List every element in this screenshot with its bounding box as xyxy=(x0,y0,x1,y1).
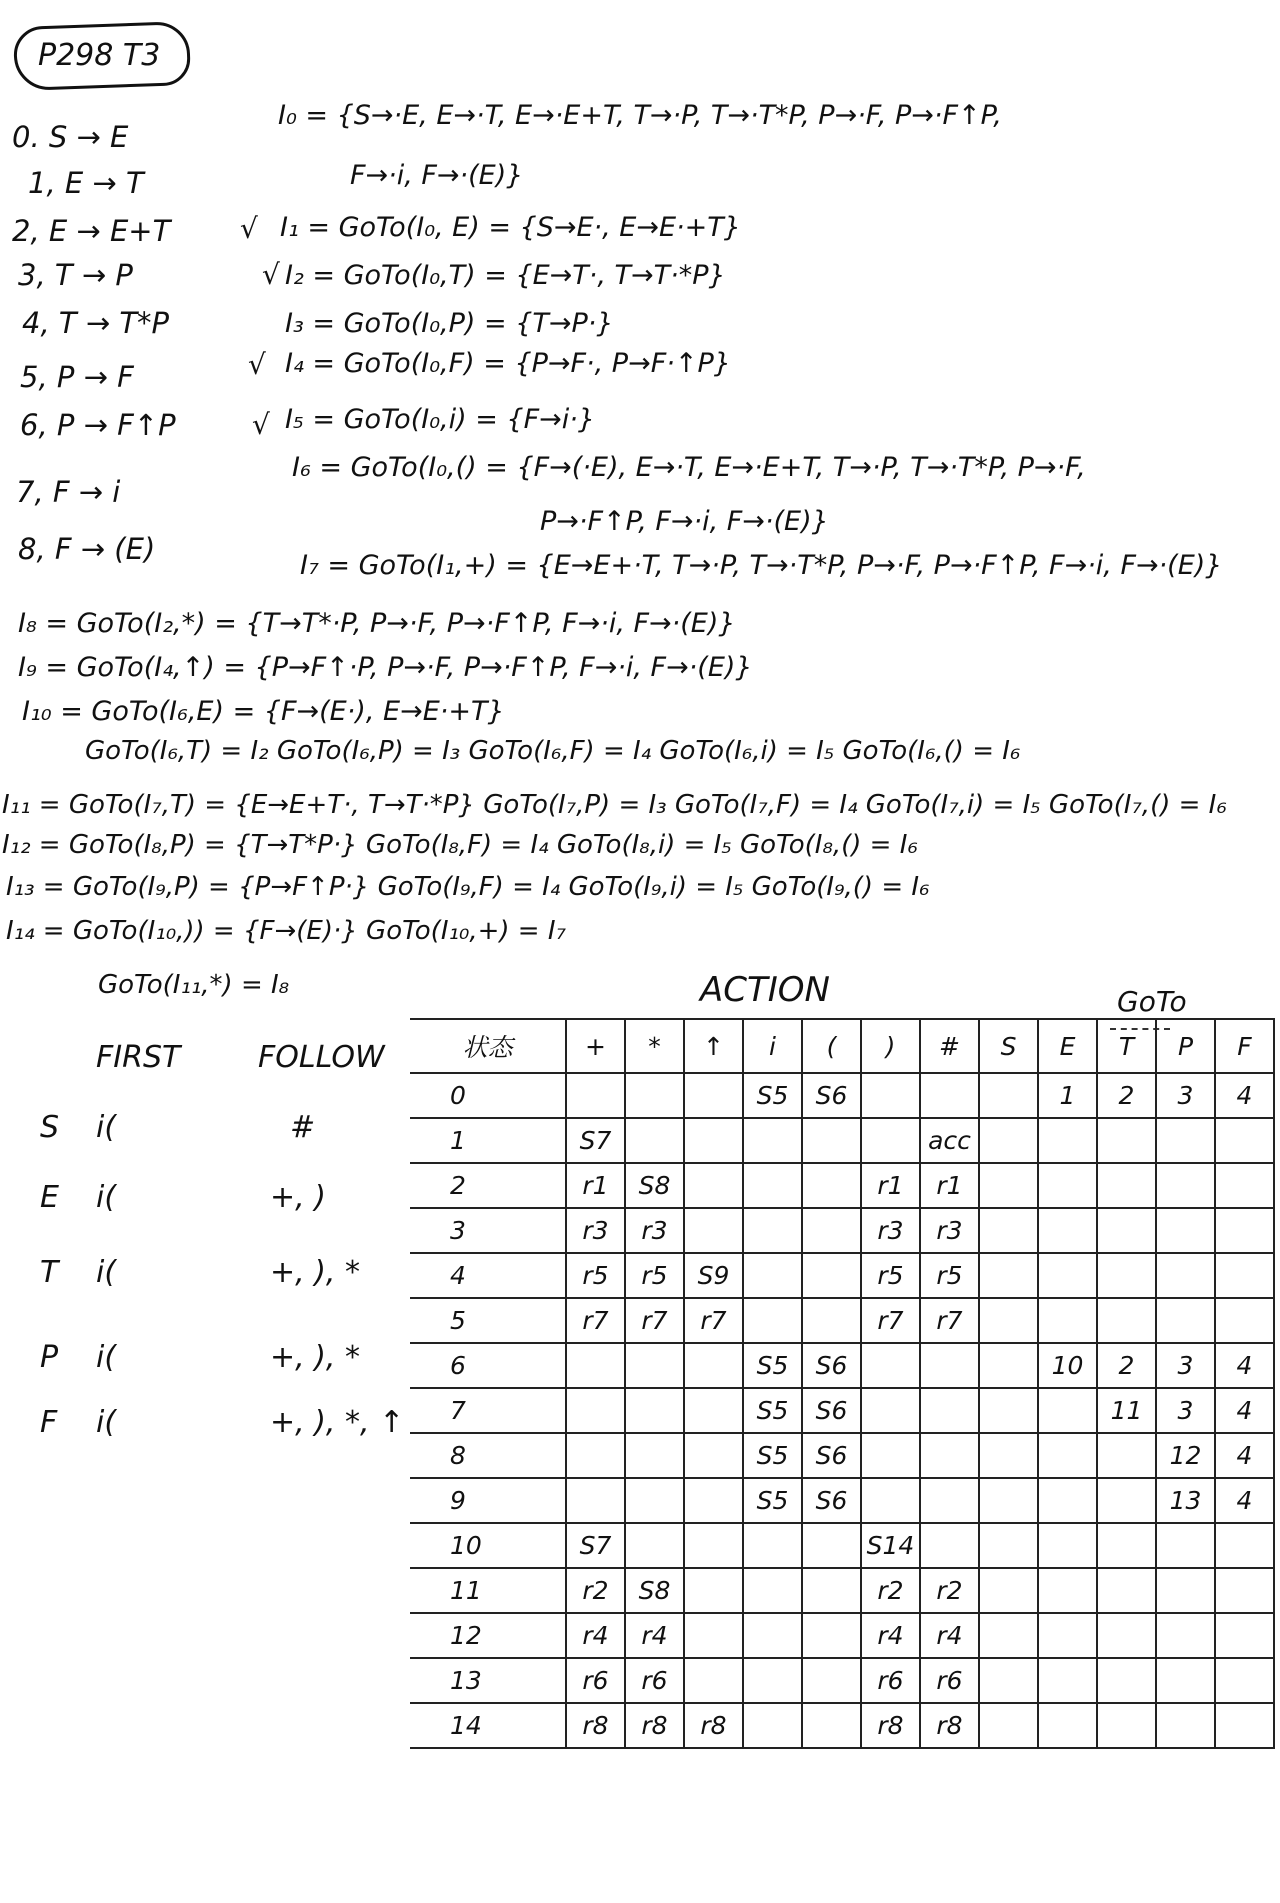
table-cell xyxy=(861,1073,920,1118)
table-cell xyxy=(684,1568,743,1613)
item-set-line: I₃ = GoTo(I₀,P) = {T→P·} xyxy=(285,308,614,339)
table-cell xyxy=(1215,1568,1274,1613)
production: 4, T → T*P xyxy=(22,306,170,340)
table-cell xyxy=(802,1568,861,1613)
table-cell: r8 xyxy=(684,1703,743,1748)
table-cell xyxy=(920,1478,979,1523)
table-cell: r4 xyxy=(625,1613,684,1658)
table-cell xyxy=(1038,1208,1097,1253)
table-cell: S6 xyxy=(802,1433,861,1478)
table-cell xyxy=(1215,1118,1274,1163)
item-set-line: I₂ = GoTo(I₀,T) = {E→T·, T→T·*P} xyxy=(285,260,726,291)
table-cell xyxy=(979,1433,1038,1478)
table-cell xyxy=(1038,1298,1097,1343)
ff-follow: +, ), * xyxy=(270,1340,360,1375)
table-cell xyxy=(684,1343,743,1388)
table-cell: r6 xyxy=(920,1658,979,1703)
column-header-state: 状态 xyxy=(410,1019,566,1073)
table-cell: r1 xyxy=(861,1163,920,1208)
item-set-line: I₁₀ = GoTo(I₆,E) = {F→(E·), E→E·+T} xyxy=(22,696,505,727)
table-cell: S5 xyxy=(743,1478,802,1523)
table-cell xyxy=(920,1523,979,1568)
table-cell xyxy=(1038,1478,1097,1523)
column-header: F xyxy=(1215,1019,1274,1073)
table-cell: 10 xyxy=(1038,1343,1097,1388)
table-cell xyxy=(1156,1703,1215,1748)
state-cell: 5 xyxy=(410,1298,566,1343)
table-cell: 4 xyxy=(1215,1388,1274,1433)
table-header-row xyxy=(410,1019,1274,1073)
table-row xyxy=(410,1568,1274,1613)
table-cell: r6 xyxy=(566,1658,625,1703)
table-cell: r3 xyxy=(861,1208,920,1253)
ff-first: i( xyxy=(96,1405,117,1440)
table-cell xyxy=(979,1388,1038,1433)
table-cell xyxy=(1097,1568,1156,1613)
table-cell xyxy=(1097,1298,1156,1343)
table-cell xyxy=(1215,1703,1274,1748)
ff-sym: T xyxy=(40,1255,59,1290)
ff-sym: S xyxy=(40,1110,60,1145)
table-cell xyxy=(802,1658,861,1703)
state-cell: 14 xyxy=(410,1703,566,1748)
item-set-line: I₇ = GoTo(I₁,+) = {E→E+·T, T→·P, T→·T*P, P→·F, P→·F↑P, F→·i, F→·(E)} xyxy=(300,550,1223,581)
table-cell xyxy=(684,1433,743,1478)
table-cell xyxy=(861,1343,920,1388)
table-cell: r1 xyxy=(566,1163,625,1208)
item-set-line: F→·i, F→·(E)} xyxy=(350,160,524,191)
table-cell xyxy=(566,1478,625,1523)
ff-header-first: FIRST xyxy=(96,1040,181,1075)
table-body xyxy=(410,1073,1274,1748)
table-cell xyxy=(1215,1613,1274,1658)
table-cell xyxy=(1097,1523,1156,1568)
table-cell xyxy=(684,1523,743,1568)
table-cell xyxy=(802,1703,861,1748)
item-set-line: I₁₄ = GoTo(I₁₀,)) = {F→(E)·} GoTo(I₁₀,+) = I₇ xyxy=(6,916,566,946)
table-cell xyxy=(802,1163,861,1208)
table-cell xyxy=(979,1073,1038,1118)
item-set-line: GoTo(I₆,T) = I₂ GoTo(I₆,P) = I₃ GoTo(I₆,F) = I₄ GoTo(I₆,i) = I₅ GoTo(I₆,() = I₆ xyxy=(85,736,1021,766)
state-cell: 0 xyxy=(410,1073,566,1118)
column-header: ) xyxy=(861,1019,920,1073)
table-cell xyxy=(979,1478,1038,1523)
table-cell: S6 xyxy=(802,1388,861,1433)
ff-follow: +, ) xyxy=(270,1180,326,1215)
table-cell xyxy=(566,1433,625,1478)
table-cell xyxy=(979,1298,1038,1343)
table-cell xyxy=(802,1208,861,1253)
table-cell: r8 xyxy=(625,1703,684,1748)
table-cell: S6 xyxy=(802,1478,861,1523)
table-cell xyxy=(684,1073,743,1118)
table-cell xyxy=(566,1388,625,1433)
table-cell xyxy=(625,1118,684,1163)
table-cell xyxy=(1156,1523,1215,1568)
table-cell: 12 xyxy=(1156,1433,1215,1478)
state-cell: 13 xyxy=(410,1658,566,1703)
table-cell xyxy=(743,1298,802,1343)
table-cell xyxy=(1215,1253,1274,1298)
table-cell xyxy=(802,1253,861,1298)
state-cell: 8 xyxy=(410,1433,566,1478)
page-ref: P298 T3 xyxy=(38,38,161,73)
table-cell xyxy=(1038,1613,1097,1658)
table-cell xyxy=(566,1073,625,1118)
table-cell xyxy=(920,1073,979,1118)
table-cell: S6 xyxy=(802,1073,861,1118)
table-cell: 1 xyxy=(1038,1073,1097,1118)
table-cell: 4 xyxy=(1215,1343,1274,1388)
table-cell: acc xyxy=(920,1118,979,1163)
table-row xyxy=(410,1163,1274,1208)
table-cell xyxy=(743,1208,802,1253)
table-cell: S5 xyxy=(743,1343,802,1388)
table-cell: r7 xyxy=(566,1298,625,1343)
table-cell xyxy=(743,1703,802,1748)
table-cell: S5 xyxy=(743,1433,802,1478)
table-cell xyxy=(625,1388,684,1433)
table-cell xyxy=(861,1388,920,1433)
column-header: * xyxy=(625,1019,684,1073)
item-set-line: I₁₂ = GoTo(I₈,P) = {T→T*P·} GoTo(I₈,F) = I₄ GoTo(I₈,i) = I₅ GoTo(I₈,() = I₆ xyxy=(2,830,918,860)
item-set-line: I₁₃ = GoTo(I₉,P) = {P→F↑P·} GoTo(I₉,F) = I₄ GoTo(I₉,i) = I₅ GoTo(I₉,() = I₆ xyxy=(6,872,930,902)
table-cell xyxy=(979,1163,1038,1208)
table-cell xyxy=(979,1658,1038,1703)
table-cell xyxy=(1038,1523,1097,1568)
table-cell: S5 xyxy=(743,1388,802,1433)
production: 1, E → T xyxy=(28,166,144,200)
table-cell xyxy=(743,1253,802,1298)
column-header: + xyxy=(566,1019,625,1073)
table-cell: r8 xyxy=(861,1703,920,1748)
table-cell: 3 xyxy=(1156,1343,1215,1388)
table-cell xyxy=(1097,1703,1156,1748)
table-row xyxy=(410,1073,1274,1118)
table-cell xyxy=(802,1118,861,1163)
table-cell: S8 xyxy=(625,1568,684,1613)
ff-sym: P xyxy=(40,1340,59,1375)
table-cell xyxy=(625,1433,684,1478)
table-cell xyxy=(802,1523,861,1568)
state-cell: 1 xyxy=(410,1118,566,1163)
table-cell xyxy=(684,1613,743,1658)
table-cell: r3 xyxy=(625,1208,684,1253)
table-cell xyxy=(979,1343,1038,1388)
table-cell: r3 xyxy=(566,1208,625,1253)
ff-follow: +, ), *, ↑ xyxy=(270,1405,405,1440)
table-cell xyxy=(979,1568,1038,1613)
table-cell xyxy=(1038,1433,1097,1478)
table-cell xyxy=(1156,1568,1215,1613)
table-cell xyxy=(625,1478,684,1523)
table-cell xyxy=(684,1478,743,1523)
table-cell xyxy=(802,1298,861,1343)
table-cell xyxy=(1097,1208,1156,1253)
state-cell: 9 xyxy=(410,1478,566,1523)
table-cell: r3 xyxy=(920,1208,979,1253)
table-cell xyxy=(920,1433,979,1478)
item-set-line: I₀ = {S→·E, E→·T, E→·E+T, T→·P, T→·T*P, P→·F, P→·F↑P, xyxy=(278,100,1002,131)
column-header: P xyxy=(1156,1019,1215,1073)
table-cell xyxy=(743,1118,802,1163)
table-cell xyxy=(684,1208,743,1253)
state-cell: 11 xyxy=(410,1568,566,1613)
column-header: S xyxy=(979,1019,1038,1073)
slr-table xyxy=(410,1018,1275,1749)
table-row xyxy=(410,1118,1274,1163)
table-cell xyxy=(1097,1433,1156,1478)
table-cell xyxy=(979,1118,1038,1163)
table-cell xyxy=(1097,1163,1156,1208)
table-cell xyxy=(625,1073,684,1118)
table-cell xyxy=(743,1523,802,1568)
table-row xyxy=(410,1478,1274,1523)
table-cell xyxy=(1215,1163,1274,1208)
table-cell: r2 xyxy=(920,1568,979,1613)
table-row xyxy=(410,1433,1274,1478)
table-cell xyxy=(1038,1568,1097,1613)
table-cell: r4 xyxy=(920,1613,979,1658)
column-header: T xyxy=(1097,1019,1156,1073)
state-cell: 3 xyxy=(410,1208,566,1253)
parse-table xyxy=(410,1018,1275,1749)
check-mark: √ xyxy=(240,212,258,245)
table-cell xyxy=(1097,1478,1156,1523)
table-row xyxy=(410,1298,1274,1343)
table-cell: 4 xyxy=(1215,1433,1274,1478)
table-cell xyxy=(625,1523,684,1568)
table-cell: 3 xyxy=(1156,1073,1215,1118)
check-mark: √ xyxy=(248,348,266,381)
table-cell xyxy=(979,1253,1038,1298)
action-label: ACTION xyxy=(700,970,830,1010)
table-row xyxy=(410,1208,1274,1253)
ff-follow: +, ), * xyxy=(270,1255,360,1290)
table-cell xyxy=(1156,1118,1215,1163)
table-cell: S7 xyxy=(566,1523,625,1568)
table-cell: 4 xyxy=(1215,1478,1274,1523)
goto-label: GoTo xyxy=(1117,985,1187,1018)
table-row xyxy=(410,1343,1274,1388)
item-set-line: I₁₁ = GoTo(I₇,T) = {E→E+T·, T→T·*P} GoTo(I₇,P) = I₃ GoTo(I₇,F) = I₄ GoTo(I₇,i) = I₅ GoTo(I₇,() = I₆ xyxy=(2,790,1227,820)
column-header: E xyxy=(1038,1019,1097,1073)
production: 3, T → P xyxy=(18,258,133,292)
table-cell: r6 xyxy=(861,1658,920,1703)
table-cell xyxy=(743,1613,802,1658)
table-row xyxy=(410,1523,1274,1568)
table-cell: 13 xyxy=(1156,1478,1215,1523)
table-cell xyxy=(1156,1208,1215,1253)
table-cell xyxy=(743,1658,802,1703)
state-cell: 12 xyxy=(410,1613,566,1658)
item-set-line: I₉ = GoTo(I₄,↑) = {P→F↑·P, P→·F, P→·F↑P, F→·i, F→·(E)} xyxy=(18,652,753,683)
table-cell: r4 xyxy=(566,1613,625,1658)
table-cell xyxy=(1038,1388,1097,1433)
production: 7, F → i xyxy=(16,475,121,509)
ff-follow: # xyxy=(290,1110,316,1145)
table-cell xyxy=(1038,1703,1097,1748)
table-cell xyxy=(1038,1658,1097,1703)
ff-first: i( xyxy=(96,1255,117,1290)
table-cell xyxy=(1215,1298,1274,1343)
state-cell: 2 xyxy=(410,1163,566,1208)
table-cell xyxy=(743,1163,802,1208)
table-cell xyxy=(1038,1163,1097,1208)
table-cell: r8 xyxy=(920,1703,979,1748)
column-header: ( xyxy=(802,1019,861,1073)
table-cell: 3 xyxy=(1156,1388,1215,1433)
table-cell xyxy=(684,1163,743,1208)
table-cell xyxy=(1097,1658,1156,1703)
table-cell xyxy=(625,1343,684,1388)
table-cell xyxy=(1097,1253,1156,1298)
table-cell xyxy=(979,1613,1038,1658)
table-cell: 4 xyxy=(1215,1073,1274,1118)
table-cell xyxy=(684,1658,743,1703)
table-cell: S14 xyxy=(861,1523,920,1568)
production: 0. S → E xyxy=(12,120,129,154)
ff-first: i( xyxy=(96,1180,117,1215)
item-set-line: I₆ = GoTo(I₀,() = {F→(·E), E→·T, E→·E+T, T→·P, T→·T*P, P→·F, xyxy=(292,452,1086,483)
table-cell xyxy=(979,1523,1038,1568)
table-cell xyxy=(920,1388,979,1433)
table-cell: r2 xyxy=(566,1568,625,1613)
table-cell: S5 xyxy=(743,1073,802,1118)
ff-sym: F xyxy=(40,1405,58,1440)
table-cell: r6 xyxy=(625,1658,684,1703)
check-mark: √ xyxy=(262,258,280,291)
table-cell xyxy=(1097,1613,1156,1658)
table-cell: 11 xyxy=(1097,1388,1156,1433)
table-cell xyxy=(1038,1253,1097,1298)
table-cell: r7 xyxy=(920,1298,979,1343)
ff-first: i( xyxy=(96,1110,117,1145)
table-cell: r7 xyxy=(684,1298,743,1343)
ff-header-follow: FOLLOW xyxy=(258,1040,385,1075)
table-cell xyxy=(566,1343,625,1388)
table-cell xyxy=(861,1478,920,1523)
table-cell xyxy=(1038,1118,1097,1163)
item-set-line: I₁ = GoTo(I₀, E) = {S→E·, E→E·+T} xyxy=(280,212,741,243)
table-cell: r7 xyxy=(861,1298,920,1343)
table-cell xyxy=(979,1208,1038,1253)
table-cell: r5 xyxy=(920,1253,979,1298)
table-cell xyxy=(802,1613,861,1658)
state-cell: 7 xyxy=(410,1388,566,1433)
state-cell: 4 xyxy=(410,1253,566,1298)
table-row xyxy=(410,1703,1274,1748)
table-cell: r5 xyxy=(625,1253,684,1298)
table-cell: S6 xyxy=(802,1343,861,1388)
table-cell: S8 xyxy=(625,1163,684,1208)
column-header: i xyxy=(743,1019,802,1073)
table-cell xyxy=(1156,1613,1215,1658)
ff-first: i( xyxy=(96,1340,117,1375)
table-cell: 2 xyxy=(1097,1343,1156,1388)
table-cell: r8 xyxy=(566,1703,625,1748)
item-set-line: P→·F↑P, F→·i, F→·(E)} xyxy=(540,506,829,537)
ff-sym: E xyxy=(40,1180,59,1215)
table-row xyxy=(410,1388,1274,1433)
table-cell xyxy=(861,1118,920,1163)
table-cell: 2 xyxy=(1097,1073,1156,1118)
production: 8, F → (E) xyxy=(18,532,156,566)
production: 2, E → E+T xyxy=(12,214,171,248)
table-row xyxy=(410,1253,1274,1298)
table-cell: S9 xyxy=(684,1253,743,1298)
item-set-line: I₅ = GoTo(I₀,i) = {F→i·} xyxy=(285,404,596,435)
table-cell xyxy=(861,1433,920,1478)
state-cell: 6 xyxy=(410,1343,566,1388)
table-cell: r4 xyxy=(861,1613,920,1658)
column-header: ↑ xyxy=(684,1019,743,1073)
table-cell xyxy=(684,1388,743,1433)
check-mark: √ xyxy=(252,408,270,441)
table-cell: r1 xyxy=(920,1163,979,1208)
table-cell xyxy=(1215,1658,1274,1703)
item-set-line: I₄ = GoTo(I₀,F) = {P→F·, P→F·↑P} xyxy=(285,348,731,379)
table-cell: r5 xyxy=(861,1253,920,1298)
table-cell xyxy=(743,1568,802,1613)
table-cell: S7 xyxy=(566,1118,625,1163)
table-cell xyxy=(1215,1208,1274,1253)
table-cell: r2 xyxy=(861,1568,920,1613)
column-header: # xyxy=(920,1019,979,1073)
production: 6, P → F↑P xyxy=(20,408,176,442)
production: 5, P → F xyxy=(20,360,134,394)
item-set-line: GoTo(I₁₁,*) = I₈ xyxy=(98,970,290,1000)
table-cell xyxy=(920,1343,979,1388)
table-cell xyxy=(1156,1298,1215,1343)
table-row xyxy=(410,1658,1274,1703)
table-cell xyxy=(1156,1253,1215,1298)
table-cell xyxy=(1156,1163,1215,1208)
item-set-line: I₈ = GoTo(I₂,*) = {T→T*·P, P→·F, P→·F↑P, F→·i, F→·(E)} xyxy=(18,608,736,639)
table-cell: r7 xyxy=(625,1298,684,1343)
state-cell: 10 xyxy=(410,1523,566,1568)
table-cell xyxy=(979,1703,1038,1748)
table-cell: r5 xyxy=(566,1253,625,1298)
table-cell xyxy=(1097,1118,1156,1163)
table-cell xyxy=(1215,1523,1274,1568)
table-row xyxy=(410,1613,1274,1658)
table-cell xyxy=(684,1118,743,1163)
table-cell xyxy=(1156,1658,1215,1703)
